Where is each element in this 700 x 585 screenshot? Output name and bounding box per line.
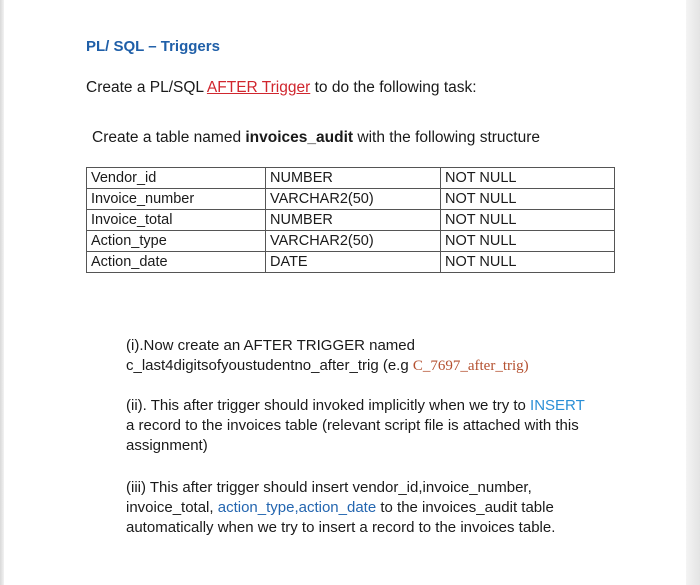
column-constraint-cell: NOT NULL xyxy=(441,189,615,210)
column-type-cell: NUMBER xyxy=(266,168,441,189)
page-title: PL/ SQL – Triggers xyxy=(86,38,220,55)
column-name-cell: Invoice_number xyxy=(87,189,266,210)
action-columns: action_type,action_date xyxy=(217,499,377,516)
caption-after: with the following structure xyxy=(353,129,541,146)
page-edge-right xyxy=(686,0,700,585)
intro-before: Create a PL/SQL xyxy=(86,79,207,96)
instruction-iii-after: to the invoices_audit table automatically when we try to insert a record to the invoices table. xyxy=(126,499,556,536)
column-constraint-cell: NOT NULL xyxy=(441,210,615,231)
instruction-ii-before: (ii). This after trigger should invoked implicitly when we try to xyxy=(126,397,531,414)
column-constraint-cell: NOT NULL xyxy=(441,231,615,252)
instruction-iii xyxy=(126,478,596,538)
column-type-cell: DATE xyxy=(266,252,441,273)
intro-text xyxy=(86,79,477,97)
column-name-cell: Action_type xyxy=(87,231,266,252)
column-type-cell: VARCHAR2(50) xyxy=(266,231,441,252)
instruction-iii-before: (iii) This after trigger should insert vendor_id,invoice_number, invoice_total, xyxy=(126,479,532,516)
table-row xyxy=(87,231,615,252)
instruction-i-line2 xyxy=(126,356,596,376)
table-row xyxy=(87,210,615,231)
column-type-cell: VARCHAR2(50) xyxy=(266,189,441,210)
table-row xyxy=(87,189,615,210)
instruction-i-line1: (i).Now create an AFTER TRIGGER named xyxy=(126,337,415,354)
insert-keyword: INSERT xyxy=(530,397,585,414)
table-caption xyxy=(92,129,540,147)
intro-after: to do the following task: xyxy=(310,79,477,96)
table-row xyxy=(87,168,615,189)
table-row xyxy=(87,252,615,273)
instruction-ii xyxy=(126,396,596,456)
instruction-ii-after: a record to the invoices table (relevant script file is attached with this assignment) xyxy=(126,417,579,454)
instruction-i xyxy=(126,336,596,376)
column-constraint-cell: NOT NULL xyxy=(441,252,615,273)
structure-table xyxy=(86,167,615,273)
column-name-cell: Action_date xyxy=(87,252,266,273)
page-edge-left xyxy=(0,0,4,585)
column-constraint-cell: NOT NULL xyxy=(441,168,615,189)
column-name-cell: Vendor_id xyxy=(87,168,266,189)
column-name-cell: Invoice_total xyxy=(87,210,266,231)
trigger-name-text: c_last4digitsofyoustudentno_after_trig (e.g xyxy=(126,357,413,374)
caption-before: Create a table named xyxy=(92,129,246,146)
caption-table-name: invoices_audit xyxy=(245,129,354,146)
after-trigger-link[interactable]: AFTER Trigger xyxy=(206,79,311,96)
column-type-cell: NUMBER xyxy=(266,210,441,231)
trigger-example: C_7697_after_trig) xyxy=(412,358,529,374)
